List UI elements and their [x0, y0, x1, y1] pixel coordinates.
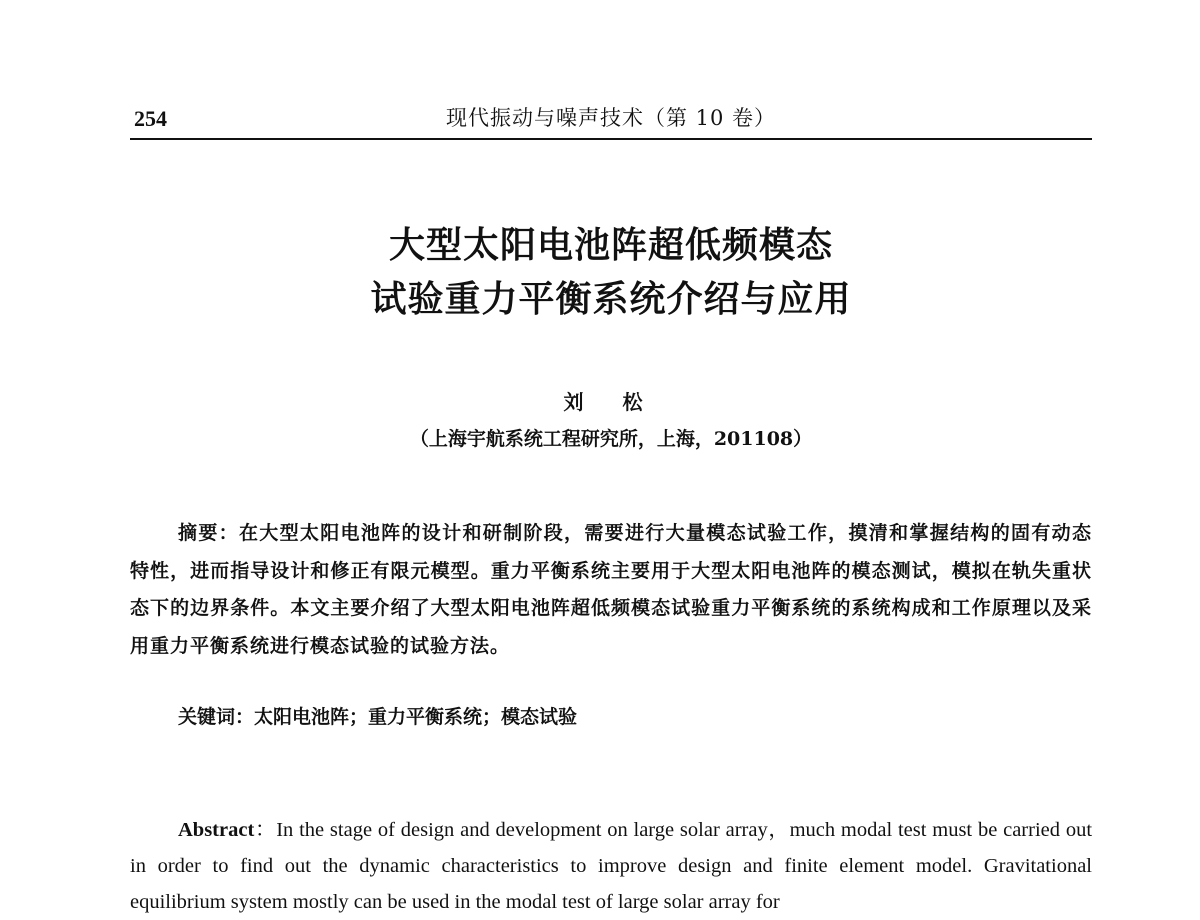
abstract-english: [130, 812, 1092, 920]
abstract-chinese: [130, 515, 1092, 665]
abstract-cn-text: 在大型太阳电池阵的设计和研制阶段，需要进行大量模态试验工作，摸清和掌握结构的固有动态特性，进而指导设计和修正有限元模型。重力平衡系统主要用于大型太阳电池阵的模态测试，模拟在轨失重状态下的边界条件。本文主要介绍了大型太阳电池阵超低频模态试验重力平衡系统的系统构成和工作原理以及采用重力平衡系统进行模态试验的试验方法。: [130, 522, 1092, 657]
keywords: [178, 702, 1092, 729]
author-affiliation: （上海宇航系统工程研究所，上海，201108）: [409, 428, 813, 450]
title-line-2: 试验重力平衡系统介绍与应用: [370, 278, 852, 320]
title-line-1: 大型太阳电池阵超低频模态: [388, 224, 833, 266]
author-name: 刘 松: [563, 390, 659, 414]
page-number: 254: [134, 106, 167, 131]
abstract-en-separator: ：: [254, 819, 277, 841]
keywords-text: 太阳电池阵；重力平衡系统；模态试验: [254, 706, 578, 728]
abstract-en-label: Abstract: [178, 819, 255, 841]
running-header: [130, 98, 1092, 140]
keywords-label: 关键词：: [178, 706, 255, 728]
abstract-cn-label: 摘要：: [178, 522, 239, 544]
abstract-en-text: In the stage of design and development on large solar array，much modal test must be carried out in order to find out the dynamic characteristics to improve design and finite element model. Gravitational equilibrium system mostly can be used in the modal test of large solar array for: [130, 819, 1093, 913]
journal-title: 现代振动与噪声技术（第 10 卷）: [445, 106, 777, 130]
paper-title: [130, 218, 1092, 326]
